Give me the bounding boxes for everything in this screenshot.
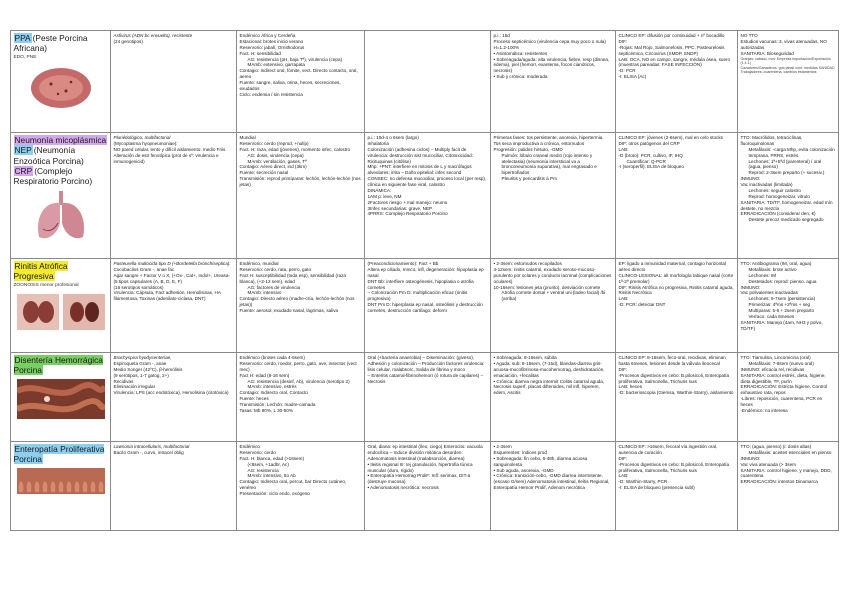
info-line: MAmb: ventilación, gases, Tª — [247, 158, 307, 164]
info-line: MAmb: intensivo, estrés — [247, 384, 297, 390]
disease-title — [14, 355, 108, 376]
disease-info-cell-c2 — [237, 442, 365, 531]
info-line: INMUNO: — [740, 284, 761, 290]
info-line: Ciclo: endemia / sin resistencia — [239, 91, 303, 97]
disease-info-cell-c6 — [738, 259, 839, 353]
info-line: DIF: — [618, 455, 628, 461]
disease-title-part: Rinitis Atrófica Progresiva — [13, 261, 68, 282]
info-line: Oral, diana: ep intestinal (íleo, ciego) Enterocito: vacuola endocítica – Induce división mitótica desorden: Adenomatosis intestinal (malabsorción, diarrea) — [367, 444, 483, 461]
info-line: AG: dosis, virulencia (cepa) — [247, 152, 304, 158]
info-line: Verraco: cada 6meses — [748, 313, 795, 319]
info-line: (muestras pareadas: FASE INFECCIÓN) — [618, 62, 702, 68]
info-line: CLINICO EP: difusión por continuidad + nº bocadillo — [618, 33, 725, 38]
info-line: 3Infec secundarias: grave, NEP — [367, 205, 433, 211]
info-line: CONSEC: no defensa mucociliar, proceso local (per resp), clínica en siguiente fase viral, calostro — [367, 176, 487, 187]
info-line: Pleuritis y pericarditis à Pm — [501, 176, 557, 182]
info-line: AG: resistencia — [247, 467, 279, 473]
disease-info-cell-c4 — [491, 259, 616, 353]
info-line: CLINICO-LESIONAL: alt morfología tabique nasal (corte 1ª-2ª premolar) — [618, 272, 734, 284]
info-line: Endémico, mundial — [239, 261, 279, 266]
info-line: (Mycoplasma hyopneumoniae): — [113, 140, 178, 146]
info-line: LAB: — [618, 473, 629, 479]
info-line: Altera ep ciliado, mmco, infl, degeneración: hipoplasia ep nasal — [367, 266, 484, 278]
info-line: DIF: — [618, 366, 628, 372]
info-line: Metafilaxis: brote activo — [748, 266, 797, 272]
info-line: • Sub y crónica: moderada — [493, 74, 548, 80]
info-line: SANITARIA: TD/TF, homogeneizar, edad mín destete, no mezcla — [740, 199, 833, 211]
info-line: MAmb: intensivo — [247, 290, 282, 296]
mucosa-icon — [17, 468, 105, 494]
info-line: Fuente: sangre, saliva, orina, heces, secreciones, exudados — [239, 80, 341, 91]
disease-info-cell-c2 — [237, 353, 365, 442]
info-line: Metafilaxis: -carga Mhp, evita colonización temprana, PRRS, estrés — [748, 146, 835, 158]
info-line: (Preacondicionamiento): Fact + Bb — [367, 261, 439, 266]
disease-title-part: Disentería Hemorrágica Porcina — [13, 355, 103, 376]
disease-title-part: Enteropatía Proliferativa Porcina — [13, 444, 105, 465]
disease-name-cell — [11, 31, 111, 133]
info-line: Brachyspira hyodysenteriae, — [113, 355, 172, 360]
info-line: • Sobreaguda/aguda: alta virulencia, fiebre, resp (disnea, edema), piel (hemorr, exantema, focos cianóticos, necrosis) — [493, 56, 610, 74]
info-line: INMUNO: eficacia rel, recidivas — [740, 366, 805, 372]
info-line: Reservorio: jabalí, Ornithodorus — [239, 44, 305, 50]
disease-info-cell-c4 — [491, 442, 616, 531]
info-line: Presentación: ciclo endo, exógeno — [239, 491, 310, 496]
info-line: • Aguda: sub: 8-16sem, (7-15d), blandas-diarrea gris-acuosa-mucofibrinosa-mucohemorrag, deshidratación, emaciación, +fecalitas — [493, 360, 605, 378]
info-line: TTO: (agua, pienso) (i: dosis altas) — [740, 444, 812, 449]
info-line: Tos seca improductiva a crónica, estornudos — [493, 140, 585, 146]
info-line: -Endémico: no interesa — [740, 407, 788, 413]
info-line: TTO: Macrólidos, tetraciclinas, fluoroquinolonas — [740, 135, 803, 146]
info-line: MAmb: intensivo, tto Ab — [247, 473, 296, 479]
disease-name-cell — [11, 259, 111, 353]
disease-subtitle: EDO, PNE — [13, 54, 37, 60]
info-line: DINÁMICA: — [367, 187, 392, 193]
info-line: EP: ligado a inmunidad maternal, contagio horizontal aéreo directo — [618, 261, 727, 272]
info-line: Cocobacilos Gram -, anae fac — [113, 266, 175, 272]
info-line: SANITARIA: Bioseguridad — [740, 50, 794, 56]
disease-title — [14, 135, 108, 186]
info-line: LAB: OCA, NO en campo, sangre, médula ósea, suero — [618, 56, 731, 62]
info-line: 4-12sem: rinitis catarral, exudado seroso-mucoso-purulento por oclares y conducto lacrimal (complicaciones oculares) — [493, 266, 612, 284]
info-line: • Sobreaguda: fin cebo, 6-48h, diarrea acuosa sanguinolenta — [493, 455, 588, 467]
lung-icon — [29, 189, 93, 243]
info-line: -D: PCR: detectar DNT — [618, 302, 666, 308]
info-line: INMUNO: — [740, 455, 761, 461]
info-line: 4PRRS: Complejo Respiratorio Porcino — [367, 211, 448, 217]
info-line: LAB: — [618, 296, 629, 302]
disease-info-cell-c3 — [365, 353, 491, 442]
info-line: Lechones: 1ª+5ªd (parenteral) / oral (agua, pienso) — [748, 158, 822, 170]
info-line: 10-16sem: lesiones jeta (prurito), desviación cornete — [493, 284, 601, 290]
info-line: Granjas: vallado, mov. Empresa importación/Exportación (1:1:1) — [740, 56, 831, 66]
disease-title-part: NEP — [14, 145, 32, 156]
info-line: p.i.: 15d — [493, 33, 510, 38]
disease-info-cell-c2 — [237, 31, 365, 133]
info-line: Proceso septicémico (virulencia cepa muy poco o nula) H=1.2-100% — [493, 38, 606, 50]
info-line: Inhalatoria — [367, 140, 389, 146]
info-line: -Libres: reposición, cuarentena, PCR en heces — [740, 396, 823, 407]
disease-row — [11, 31, 839, 133]
info-line: Atrofia cornete dorsal + ventral uni (ladeo facial) /bi (arriba) — [501, 290, 606, 302]
disease-name-cell — [11, 442, 111, 531]
info-line: • Adenomatosis necrótica: necrosis — [367, 485, 439, 491]
info-line: Lechones: seguir calostro — [748, 187, 801, 193]
info-line: -Procesos digestivos en cebo: B.pilosicoli, Enteropatía proliferativa, Salmonella, Trichuris suis — [618, 461, 730, 473]
info-line: SANITARIA: control higiene, y manejo, DDD, cuarentena — [740, 467, 832, 479]
info-line: Pluriétiológico, multifactorial — [113, 135, 171, 140]
info-line: – Enteritis catarral-fibrinohemorr (ó rotura de capilares) – Necrosis — [367, 372, 484, 384]
info-line: CLINICO EP: >16sem, fecoral vía ingestión oral, ausencia de curación — [618, 444, 718, 455]
info-line: Primeras fases: tos persistente, anorexia, hipertermia — [493, 135, 603, 140]
info-line: Cazadores/Ganaderos: gob jabalí cont. medidas SANIDAD — [740, 65, 835, 70]
disease-info-cell-c3 — [365, 133, 491, 259]
disease-info-cell-c1 — [111, 133, 237, 259]
info-line: • Sobreaguda: 8-16sem, súbita — [493, 355, 557, 360]
info-line: Mundial — [239, 135, 256, 140]
disease-title — [14, 33, 108, 54]
info-line: • 2-3sem: estornudos recopilados — [493, 261, 562, 266]
disease-title-part: (Peste Porcina Africana) — [13, 33, 88, 54]
info-line: Vac inactivadas (limitada) — [740, 182, 793, 187]
info-line: Lechones: 5-7sem (persistencia) — [748, 296, 816, 302]
info-line: Primerizas: 4ªms +2ªms + seg — [748, 302, 811, 308]
info-line: Endémico África y Cerdeña — [239, 33, 296, 38]
info-line: -I: ELISA (Ac) — [618, 74, 647, 80]
info-line: Oral (+bacteria anaerobia) – Diseminación: (giveso), Adhesión y colonización – Producción factores virulencia: lisis celular, malabsorc, Salida de fibrina y moco — [367, 355, 485, 372]
disease-row — [11, 442, 839, 531]
info-line: Lechones: IM — [748, 272, 777, 278]
info-line: Fact. H: sensibilidad — [239, 50, 281, 56]
disease-info-cell-c3 — [365, 259, 491, 353]
info-line: Trabajadores: cuarentena, cambios estamentos — [740, 70, 817, 75]
disease-info-cell-c5 — [616, 442, 738, 531]
info-line: Multíparas: 5-6 + 2sem preparto — [748, 308, 814, 313]
info-line: Transmisión: Lechón: madre-camada — [239, 402, 316, 407]
info-line: Reprod: 2-3sem preparto (+ sucesiv.) — [748, 170, 825, 176]
disease-info-cell-c4 — [491, 353, 616, 442]
info-line: Contagio: Indirecto oral, Contacto — [239, 390, 308, 396]
disease-title-part: Neumonía micoplásmica — [14, 135, 107, 145]
info-line: (24 genotipos) — [113, 38, 143, 44]
info-line: AG: resistencia (pH, baja Tª), virulencia (cepa) — [247, 56, 343, 62]
info-line: (9 serotipos, 1-7 gatog, 2+) — [113, 372, 169, 378]
info-line: Contagio: Aéreo direct, ind (3km) — [239, 164, 307, 170]
info-line: Fact H: susceptibilidad (toda esp), sensibilidad (raza blanca), (+2-12 sem), edad — [239, 272, 346, 284]
info-line: -I: ELISA de bloqueo (presencia subl) — [618, 485, 695, 491]
info-line: -D (broto): PCR, cultivo, IF, IHQ — [618, 152, 683, 158]
info-line: Lawsonia intracellularis, multifactorial — [113, 444, 190, 449]
info-line: (5 tipos capsulares (A, B, D, E, F) — [113, 278, 182, 284]
disease-title-part: PPA — [14, 33, 31, 43]
info-line: Contagio: Directo aéreo (madre-cría, lechón-lechón (nos jetas)) — [239, 296, 355, 308]
info-line: Vac viva atenuada (> 3sem — [740, 461, 796, 467]
info-line: Virulencia: Cápsula, Fact adhesión, Hemolisinas, HA filamentosa, Toxinas (adenilato-ciclasa, DNT) — [113, 290, 221, 302]
disease-info-cell-c3 — [365, 442, 491, 531]
info-line: • Crónica: diarrea negra intermit Colitis catarral aguda, Necrosis superf, placas difteroides, mil infl, hiperem, edem, Ascitis — [493, 378, 605, 396]
disease-info-cell-c5 — [616, 353, 738, 442]
disease-row — [11, 259, 839, 353]
disease-info-cell-c1 — [111, 31, 237, 133]
disease-info-cell-c4 — [491, 133, 616, 259]
disease-info-cell-c5 — [616, 31, 738, 133]
info-line: Asfivirus (ADN bc envuelto), resistente — [113, 33, 193, 38]
info-line: Fuente: aerosol, exudado nasal, lágrimas, saliva — [239, 308, 339, 313]
disease-info-cell-c1 — [111, 442, 237, 531]
info-line: ERRADICACIÓN: Estricta higiene, Control exhaustivo rata, repos — [740, 384, 828, 396]
info-line: Endémico — [239, 444, 260, 449]
disease-summary-table — [10, 30, 839, 531]
info-line: • Sub aguda, anorexia, -GMD — [493, 467, 554, 473]
info-line: Destetados: reprod: pienso, agua — [748, 278, 817, 284]
disease-info-cell-c5 — [616, 133, 738, 259]
info-line: CLINICO EP: jóvenes (2-6sem), mal en celo stocks — [618, 135, 723, 140]
info-line: (<8sem, +1adbr, Ac) — [247, 461, 289, 467]
disease-name-cell — [11, 133, 111, 259]
info-line: (16 serotipos somáticos) — [113, 284, 164, 290]
info-line: Espiroqueta Gram -, anae — [113, 360, 167, 366]
info-line: • Asintomática: resistentes — [493, 50, 548, 56]
info-line: – Colonización Pm D: multiplicación eficaz (rinitis progresiva) — [367, 290, 468, 302]
disease-info-cell-c2 — [237, 259, 365, 353]
info-line: Reservorio: cerdo (reprod, +nulíp) — [239, 140, 309, 146]
info-line: Medio Songer (42ºC), β-hemólisis — [113, 366, 183, 372]
info-line: Progresión: palidez hirsuto, -GMD — [493, 146, 563, 152]
info-line: Mhp: +PNT: interfiere en mitosis de L y macrófagos alveolares; irrita – Daño epitelial: infec second — [367, 164, 472, 176]
info-line: DNT Bb: interfiere osteogénesis, hipoplasia o atrofia cornetes — [367, 278, 474, 290]
disease-info-cell-c6 — [738, 442, 839, 531]
info-line: Endémico (brotes cada 4-6sem) — [239, 355, 305, 360]
info-line: DIF: Rinitis Atrófica no progresiva, Rinitis catarral aguda, Rinitis Necrótica — [618, 284, 734, 296]
disease-title-part: CRP — [14, 165, 33, 176]
info-line: LAB: — [618, 146, 629, 152]
info-line: 1AM p: leve, NM — [367, 193, 402, 199]
disease-name-cell — [11, 353, 111, 442]
disease-info-cell-c6 — [738, 353, 839, 442]
info-line: -D: bacterioscopia (Giemsa, Warthin-Starry), aislamiento — [618, 390, 734, 396]
info-line: LAB: heces — [618, 384, 642, 390]
disease-info-cell-c6 — [738, 133, 839, 259]
info-line: Cuantificar: Q-PCR — [626, 158, 666, 164]
info-line: Transmisión: reprod primíparas: lechón, lechón-lechón (nos jetas) — [239, 176, 361, 187]
info-line: Esquerentes: índices prod — [493, 449, 547, 455]
info-line: AG: factores de virulencia — [247, 284, 301, 290]
info-line: Reservorio: cerdo, roedor, perro, gato, ave, insectos (vect mec) — [239, 360, 357, 372]
intestine-icon — [17, 379, 105, 419]
disease-info-cell-c5 — [616, 259, 738, 353]
info-line: ERRADICACIÓN: intentos Dinamarca — [740, 479, 818, 485]
info-line: -D: Warthin-Starry, PCR — [618, 479, 668, 485]
disease-title-part: (Complejo Respiratorio Porcino) — [13, 165, 93, 186]
disease-info-cell-c1 — [111, 353, 237, 442]
disease-subtitle: ZOONOSIS menor profesional — [13, 282, 79, 288]
disease-info-cell-c4 — [491, 31, 616, 133]
info-line: -I (seroperfil): ELISA de bloqueo — [618, 164, 684, 170]
info-line: -D: PCR — [618, 68, 636, 74]
disease-row — [11, 353, 839, 442]
info-line: NO TTO — [740, 33, 758, 38]
info-line: Eliminación irregular — [113, 384, 156, 390]
disease-info-cell-c2 — [237, 133, 365, 259]
disease-row — [11, 133, 839, 259]
disease-info-cell-c1 — [111, 259, 237, 353]
info-line: Vac polivalentes inactivadas — [740, 290, 798, 296]
info-line: Fact. H: blanca, edad (>16sem) — [239, 455, 304, 461]
info-line: ERRADICACIÓN (considerar den, €) — [740, 211, 816, 217]
snout-icon — [17, 292, 105, 332]
info-line: Recidivas — [113, 378, 134, 384]
info-line: Estacional: brotes inicio verano — [239, 38, 304, 44]
info-line: 2Factores riesgo + mal manejo: neumo — [367, 199, 448, 205]
info-line: NO pared celular, lento y difícil aislamiento: medio Friis — [113, 146, 226, 152]
info-line: Colonización (adhesina ciclos) – Multiply facit de virulencia: destrucción sist mucociliar, Citotoxicidad: Ricituquinas (citólise) — [367, 146, 473, 164]
info-line: Tasas: Mb 90%, L 30-50% — [239, 407, 293, 413]
info-line: Virulencia: LPS (acc endotóxica), Hemolisina (citotóxica) — [113, 390, 229, 396]
disease-title — [14, 444, 108, 465]
kidney-icon — [26, 64, 96, 112]
info-line: Reprod: homogeneizar, vitrulo — [748, 193, 810, 199]
info-line: -Rojas: Mal Rojo, Salmonelosis, PPC, Pasteurelosis septicémica, Circovirus (SMDP, SNDP) — [618, 44, 725, 56]
info-line: p.i.: 10d-4 o 6sem (largo) — [367, 135, 419, 140]
info-line: Contagio: Indirecto oral, percut, bar Directo cutáneo, venéreo — [239, 479, 347, 491]
info-line: Pulmón: lóbulo craneal medio (rojo intenso y atelectasia) (neumonía intersticial va a bronconeumonía supurativa), mal engrasado e hipertrofiados — [501, 152, 597, 176]
info-line: Reservorio: cerdo — [239, 449, 276, 455]
info-line: Agar sangre + Factor V o X, (+Ox-, Cat+, Indol+, Ureasa- — [113, 272, 230, 278]
info-line: MAmb: extensivo, garrapata — [247, 62, 305, 68]
disease-title — [14, 261, 108, 282]
info-line: Fact H: edad (8-16 sem) — [239, 372, 290, 378]
info-line: Reservorio: cerdo, rata, perro, gato — [239, 266, 311, 272]
info-line: DNT Pm D: hiperplasia ep nasal, osteólisis y destrucción cornetes, destrucción cartílago: deform — [367, 302, 483, 313]
info-line: Fact. H: raza, edad (jóvenes), momento infec, calostro — [239, 146, 351, 152]
info-line: • 2-3sem — [493, 444, 512, 449]
info-line: SANITARIA: control estrés, dieta, higiene, dieta digestible, TF, purín — [740, 372, 826, 384]
info-line: • Enteropatía Hemorrag ProliF: Infl: serimax, DIT-a (destruye mucosa) — [367, 473, 471, 485]
info-line: Fuente: secreción nasal — [239, 170, 289, 176]
info-line: TTO: Tiamulina, Lincomicina (oral) — [740, 355, 811, 360]
info-line: • Crónica: transición-cebo, -GMD diarrea intermitente, (escaso G/sem) Adenomatosis intestinal, Ileítis Regional, Enteropatía Hemorr Prolif, Adenom necrótica — [493, 473, 610, 491]
info-line: DIF: otros patógenos del CRP — [618, 140, 680, 146]
info-line: -Procesos digestivos en cebo: B.pilosicoli, Enteropatía proliferativa, Salmonella, Trichuris suis — [618, 372, 730, 384]
info-line: Pasteurella multocida tipo D (+Bordetella bronchiseptica): — [113, 261, 231, 266]
info-line: CLINICO EP: 8-16sem, feco-oral, recidivas, eliminan hasta 6meses, lesiones desde la válvula ileocecal — [618, 355, 726, 366]
info-line: Alteración de estr fenotípica (prot de sº: virulencia e inmunogenicid) — [113, 152, 219, 164]
info-line: Contagio: Indirect oral, fómite, vect. Directo contacto, oral, aereo — [239, 68, 358, 80]
disease-title-part: (Neumonía Enzoótica Porcina) — [13, 145, 84, 166]
info-line: Destete precoz medicado segregado — [748, 217, 824, 223]
info-line: • Ileitis regional III: tej granulación, hipertrofia túnica muscular (duro, rígido) — [367, 461, 473, 473]
info-line: Bacilo Gram -, curvo, intracel oblig — [113, 449, 184, 455]
info-line: INMUNO: — [740, 176, 761, 182]
info-line: Metafilaxis: 7-8sem (nuevo oral) — [748, 360, 814, 366]
disease-info-cell-c6 — [738, 31, 839, 133]
info-line: SANITARIA: Manejo (4am, NH3 y polvo, TD/TF) — [740, 319, 823, 331]
info-line: DIF: — [618, 38, 628, 44]
info-line: TTO: Antibiograma (IM, oral, agua) — [740, 261, 812, 266]
info-line: AG: resistencia (desinf, Ab), virulencia (serotipo 2) — [247, 378, 350, 384]
info-line: Metafilaxis: aceites esenciales en pienso — [748, 449, 832, 455]
info-line: Fuente: heces — [239, 396, 269, 402]
disease-info-cell-c3 — [365, 31, 491, 133]
info-line: Estudios vacunas: 3, vivas atenuadas, NO autorizadas — [740, 38, 827, 50]
